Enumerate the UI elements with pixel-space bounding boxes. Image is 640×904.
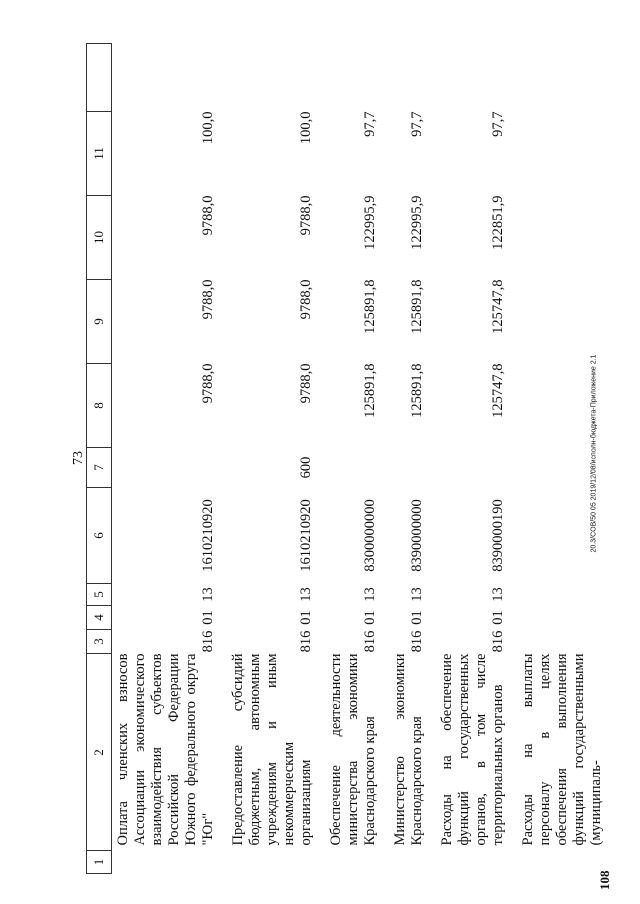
row-description: Оплата членских взносов Ассоциации экономического взаимодействия субъектов Российской Федерации Южного федерального округа "Юг" [115,653,216,846]
header-cell: 6 [87,488,112,584]
header-cell: 11 [87,112,112,196]
code-expense-type: 600 [298,456,314,479]
budget-table [86,43,609,874]
row-description: Расходы на выплаты персоналу в целях обеспечения выполнения функций государственными (муниципаль- [520,653,604,846]
code-section: 01 [362,610,378,625]
code-expense-type [325,448,383,488]
row-description: Предоставление субсидий бюджетным, автономным учреждениям и иным некоммерческим организациям [230,653,314,846]
code-subsection: 13 [200,587,216,602]
row-description: Расходы на обеспечение функций государственных органов, в том числе территориальных органов [439,653,506,846]
value-col11: 97,7 [409,111,425,137]
code-target: 8390000190 [490,499,506,572]
code-subsection [517,584,609,606]
value-col10: 122995,9 [409,195,425,250]
code-ministry: 816 [200,630,216,653]
code-expense-type [517,448,609,488]
value-col10: 122995,9 [362,195,378,250]
code-section: 01 [200,610,216,625]
value-col11: 97,7 [490,111,506,137]
row-description: Обеспечение деятельности министерства экономики Краснодарского края [328,653,378,846]
code-target: 1610210920 [200,499,216,572]
value-col8: 125891,8 [362,363,378,418]
value-col8 [517,364,609,448]
row-description: Министерство экономики Краснодарского края [392,653,425,846]
value-col8: 9788,0 [298,363,314,404]
value-col8: 125747,8 [490,363,506,418]
value-col9 [517,280,609,364]
table-row [389,44,430,874]
bottom-page-number: 108 [597,870,612,890]
value-col10 [517,196,609,280]
value-col11: 100,0 [298,111,314,145]
code-subsection: 13 [298,587,314,602]
header-label-1: 1 [87,850,111,873]
page-number: 73 [71,451,86,465]
header-cell: 5 [87,584,112,606]
table-row [325,44,383,874]
header-cell: 3 [87,630,112,654]
code-ministry [517,630,609,654]
table-row [112,44,222,874]
code-section: 01 [409,610,425,625]
value-col10: 122851,9 [490,195,506,250]
code-subsection: 13 [409,587,425,602]
code-ministry: 816 [490,630,506,653]
value-col11: 97,7 [362,111,378,137]
header-cell: 4 [87,606,112,630]
header-row [87,44,112,874]
value-col11 [517,112,609,196]
code-expense-type [112,448,222,488]
header-cell [87,654,112,874]
value-col9: 9788,0 [298,279,314,320]
rotated-table-area [86,44,606,874]
value-col11: 100,0 [200,111,216,145]
code-target: 8390000000 [409,499,425,572]
code-section: 01 [490,610,506,625]
header-label-2: 2 [91,749,106,756]
value-col9: 125891,8 [362,279,378,334]
value-col9: 125891,8 [409,279,425,334]
value-col9: 9788,0 [200,279,216,320]
header-cell: 10 [87,196,112,280]
value-col8: 125891,8 [409,363,425,418]
document-stamp: 20.3/COB/50 05 2019/12/08/исполн-бюджета-Приложение 2.1 [590,354,598,553]
code-expense-type [389,448,430,488]
code-subsection: 13 [490,587,506,602]
code-section: 01 [298,610,314,625]
code-target [517,488,609,584]
code-expense-type [436,448,511,488]
value-col8: 9788,0 [200,363,216,404]
value-col9: 125747,8 [490,279,506,334]
code-target: 8300000000 [362,499,378,572]
value-col10: 9788,0 [200,195,216,236]
code-target: 1610210920 [298,499,314,572]
table-row [436,44,511,874]
header-cell: 8 [87,364,112,448]
code-section [517,606,609,630]
code-subsection: 13 [362,587,378,602]
table-row [517,44,609,874]
header-cell: 9 [87,280,112,364]
code-ministry: 816 [298,630,314,653]
code-ministry: 816 [362,630,378,653]
value-col10: 9788,0 [298,195,314,236]
header-cell [87,44,112,112]
header-cell: 7 [87,448,112,488]
code-ministry: 816 [409,630,425,653]
table-row [227,44,319,874]
